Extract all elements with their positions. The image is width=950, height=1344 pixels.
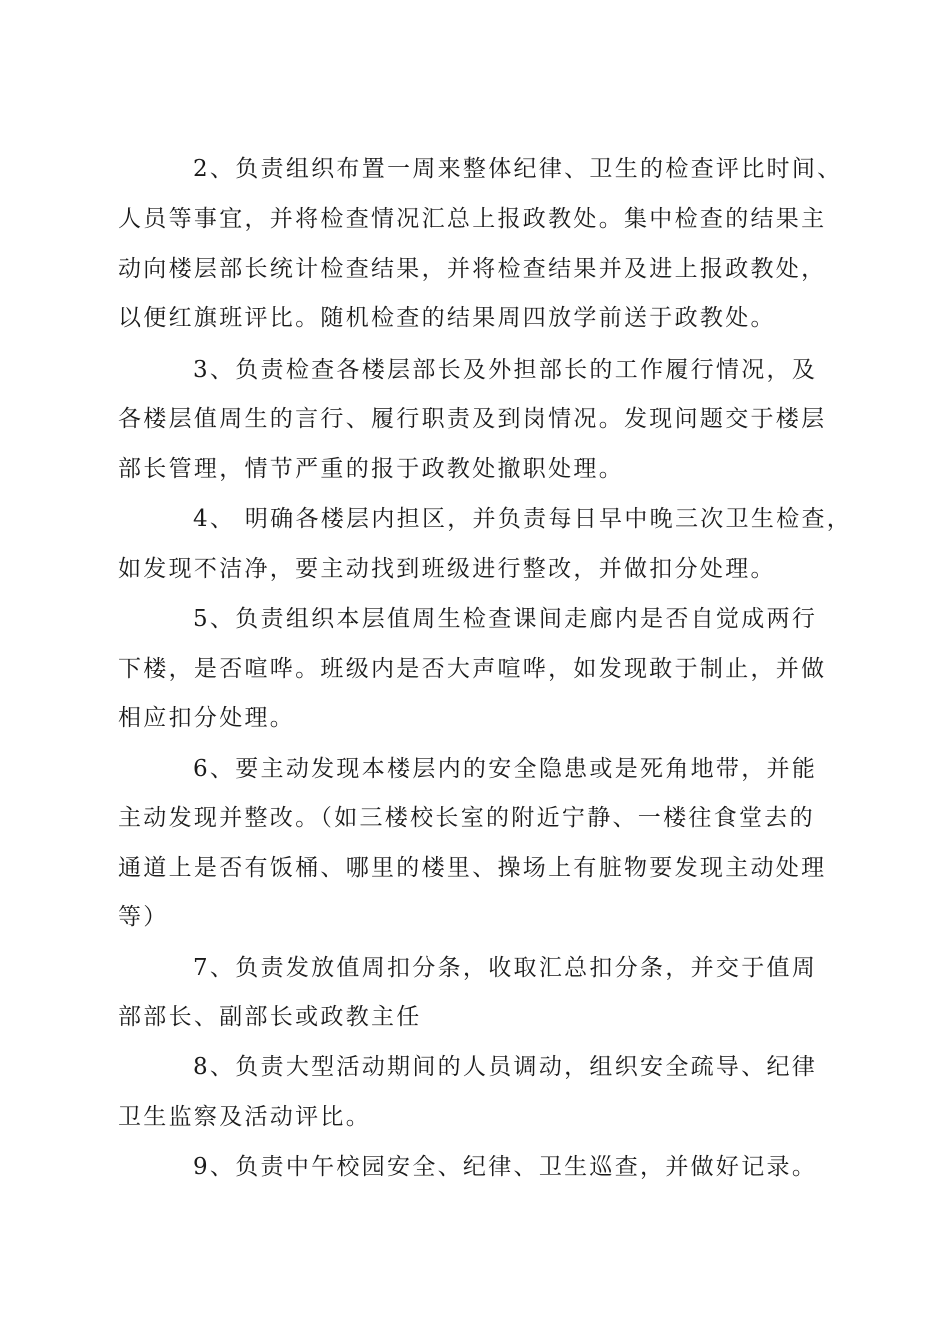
paragraph-line: 6、要主动发现本楼层内的安全隐患或是死角地带，并能 xyxy=(193,756,818,782)
paragraph-line: 卫生监察及活动评比。 xyxy=(118,1104,371,1130)
paragraph-line: 以便红旗班评比。随机检查的结果周四放学前送于政教处。 xyxy=(118,305,776,331)
paragraph-line: 3、负责检查各楼层部长及外担部长的工作履行情况，及 xyxy=(193,357,818,383)
paragraph-line: 如发现不洁净，要主动找到班级进行整改，并做扣分处理。 xyxy=(118,556,776,582)
paragraph-line: 相应扣分处理。 xyxy=(118,705,296,731)
paragraph-line: 部部长、副部长或政教主任 xyxy=(118,1004,422,1030)
paragraph-line: 通道上是否有饭桶、哪里的楼里、操场上有脏物要发现主动处理 xyxy=(118,855,827,881)
paragraph-line: 9、负责中午校园安全、纪律、卫生巡查，并做好记录。 xyxy=(193,1154,818,1180)
paragraph-line: 2、负责组织布置一周来整体纪律、卫生的检查评比时间、 xyxy=(193,156,843,182)
paragraph-line: 动向楼层部长统计检查结果，并将检查结果并及进上报政教处， xyxy=(118,256,827,282)
paragraph-line: 人员等事宜，并将检查情况汇总上报政教处。集中检查的结果主 xyxy=(118,206,827,232)
paragraph-line: 各楼层值周生的言行、履行职责及到岗情况。发现问题交于楼层 xyxy=(118,406,827,432)
paragraph-line: 5、负责组织本层值周生检查课间走廊内是否自觉成两行 xyxy=(193,606,818,632)
paragraph-line: 下楼，是否喧哗。班级内是否大声喧哗，如发现敢于制止，并做 xyxy=(118,656,827,682)
paragraph-line: 8、负责大型活动期间的人员调动，组织安全疏导、纪律 xyxy=(193,1054,818,1080)
paragraph-line: 主动发现并整改。（如三楼校长室的附近宁静、一楼往食堂去的 xyxy=(118,805,815,831)
paragraph-line: 7、负责发放值周扣分条，收取汇总扣分条，并交于值周 xyxy=(193,955,818,981)
paragraph-line: 4、 明确各楼层内担区，并负责每日早中晚三次卫生检查， xyxy=(193,506,853,532)
paragraph-line: 部长管理，情节严重的报于政教处撤职处理。 xyxy=(118,456,624,482)
paragraph-line: 等） xyxy=(118,904,169,930)
